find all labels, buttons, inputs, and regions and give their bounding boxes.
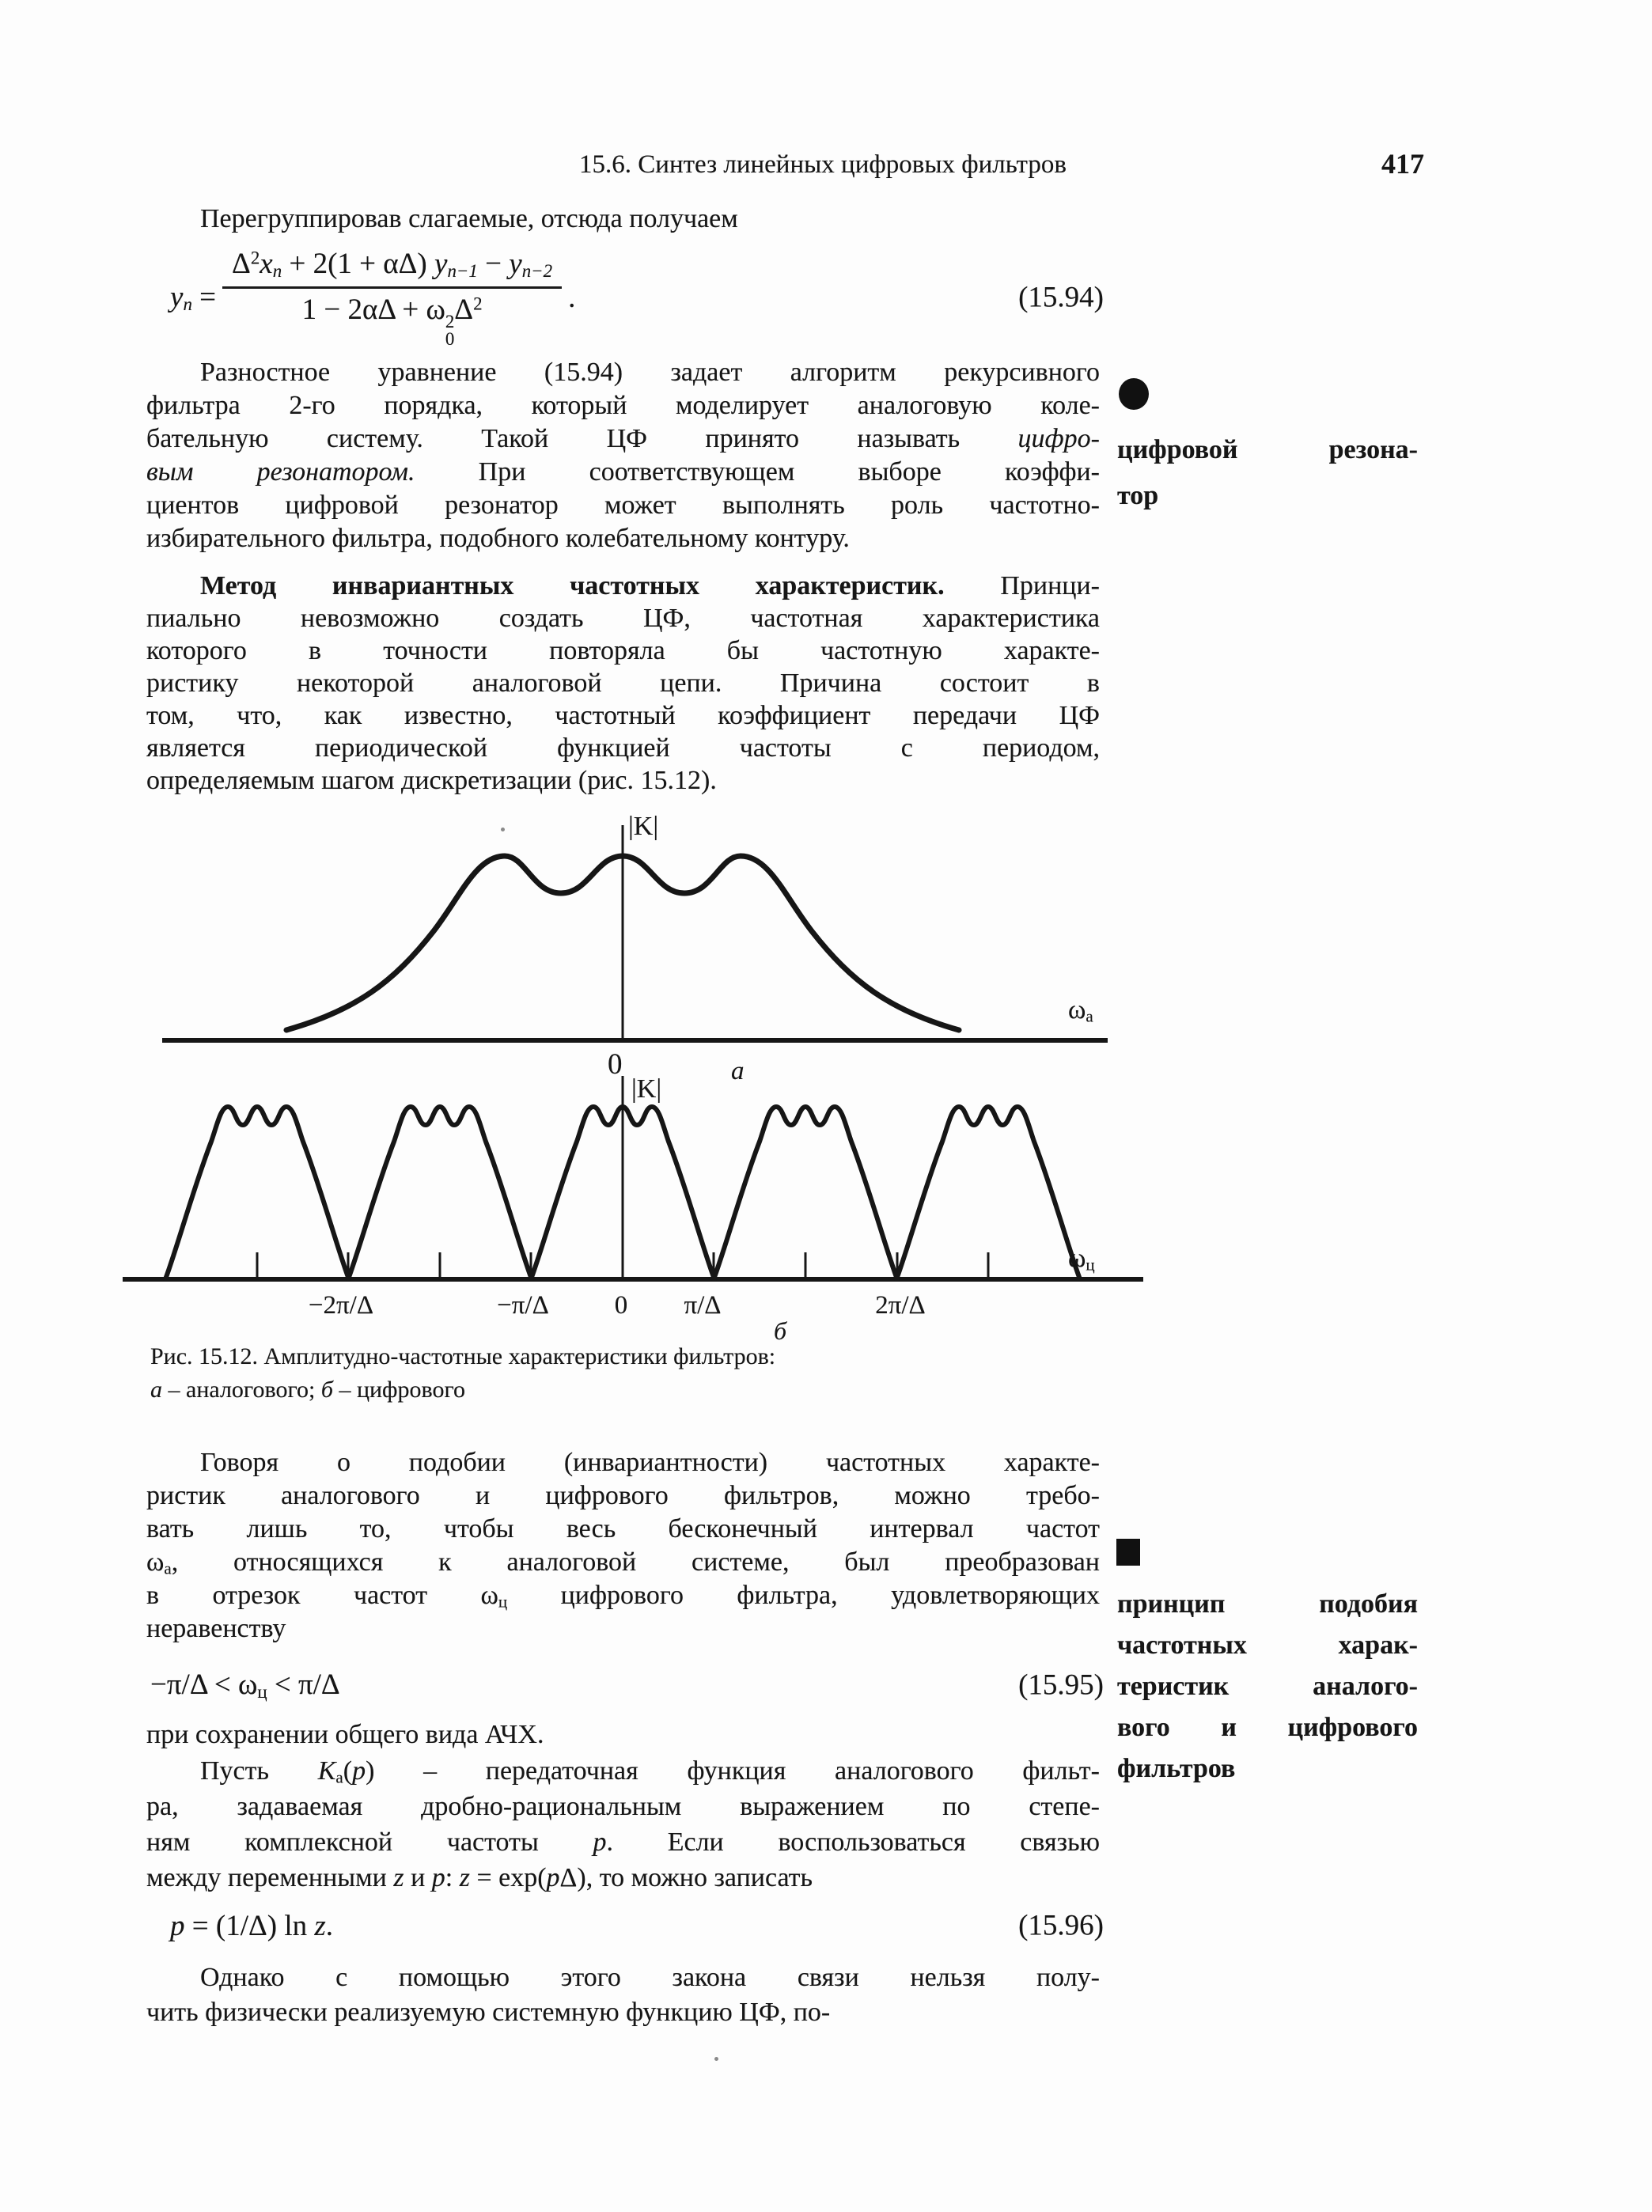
paragraph-invariant-method	[146, 570, 1100, 797]
text-line: пиально невозможно создать ЦФ, частотная характеристика	[146, 604, 1100, 633]
fraction-numerator: $\Delta^2xn + 2(1 + \alpha\Delta) yn-1 - yn-2$	[222, 247, 562, 288]
tick-label-zero: 0	[614, 1291, 628, 1320]
text-line: частотных харак-	[1117, 1631, 1418, 1660]
text-line: которого в точности повторяла бы частотную характе-	[146, 636, 1100, 665]
text-line: Метод инвариантных частотных характеристик. Принци-	[200, 571, 1100, 600]
paragraph-regroup	[146, 203, 1100, 236]
fraction-denominator: 1 − 2αΔ + ω 2 0 $\Delta^2$	[301, 293, 483, 349]
circle-bullet-icon	[1119, 378, 1149, 410]
formula-15-94	[170, 248, 1104, 349]
inequality-body: −π/Δ < ωц < π/Δ	[150, 1668, 340, 1703]
formula-period: .	[568, 281, 576, 314]
caption-title: Рис. 15.12. Амплитудно-частотные характеристики фильтров:	[150, 1343, 776, 1369]
text-line: при сохранении общего вида АЧХ.	[146, 1720, 544, 1749]
square-bullet-icon	[1116, 1539, 1140, 1566]
tick-label-2pi: 2π/Δ	[875, 1291, 926, 1320]
text-line: вого и цифрового	[1117, 1713, 1418, 1742]
text-line: Говоря о подобии (инвариантности) частотных характе-	[200, 1448, 1100, 1477]
page-number: 417	[1381, 148, 1424, 180]
text-line: Пусть Kа(p) – передаточная функция аналогового фильт-	[200, 1756, 1100, 1787]
text-line: бательную систему. Такой ЦФ принято называть цифро-	[146, 424, 1100, 453]
paragraph-however	[146, 1960, 1100, 2030]
text-line: теристик аналого-	[1117, 1672, 1418, 1701]
digital-afc-chart	[123, 1076, 1143, 1279]
scan-speck	[501, 828, 505, 831]
running-header: 15.6. Синтез линейных цифровых фильтров	[579, 150, 1067, 179]
paragraph-achh	[146, 1718, 1100, 1752]
text-line: ристик аналогового и цифрового фильтров, можно требо-	[146, 1481, 1100, 1510]
analog-afc-chart	[162, 825, 1108, 1040]
paragraph-transfer-function	[146, 1753, 1100, 1896]
formula-15-96	[170, 1905, 1104, 1946]
fraction	[222, 247, 562, 347]
text-line: чить физически реализуемую системную функцию ЦФ, по-	[146, 1998, 831, 2027]
digital-x-axis-label: ωц	[1068, 1244, 1095, 1275]
text-line: ристику некоторой аналоговой цепи. Причина состоит в	[146, 669, 1100, 698]
equation-number-15-96: (15.96)	[1018, 1909, 1104, 1942]
equation-number-15-94: (15.94)	[1018, 281, 1104, 314]
caption-panels: а – аналогового; б – цифрового	[150, 1377, 466, 1403]
text-line: избирательного фильтра, подобного колебательному контуру.	[146, 524, 850, 553]
margin-note-digital-resonator	[1117, 427, 1418, 519]
paragraph-similarity	[146, 1446, 1100, 1646]
text-line: определяемым шагом дискретизации (рис. 15.12).	[146, 766, 717, 795]
equation-number-15-95: (15.95)	[1018, 1668, 1104, 1702]
text-line: Перегруппировав слагаемые, отсюда получаем	[200, 204, 738, 233]
text-line: циентов цифровой резонатор может выполнять роль частотно-	[146, 491, 1100, 520]
margin-note-similarity-principle	[1117, 1584, 1418, 1790]
tick-label-minus-pi: −π/Δ	[497, 1291, 549, 1320]
text-line: тор	[1117, 481, 1159, 510]
text-line: принцип подобия	[1117, 1589, 1418, 1619]
text-line: является периодической функцией частоты с периодом,	[146, 733, 1100, 763]
text-line: цифровой резона-	[1117, 435, 1418, 464]
tick-label-pi: π/Δ	[684, 1291, 722, 1320]
tick-label-minus-2pi: −2π/Δ	[308, 1291, 374, 1320]
text-line: Разностное уравнение (15.94) задает алгоритм рекурсивного	[200, 358, 1100, 387]
digital-y-axis-label: |K|	[631, 1074, 662, 1104]
panel-a-label: а	[731, 1057, 745, 1085]
text-line: вым резонатором. При соответствующем выборе коэффи-	[146, 457, 1100, 487]
log-relation-body: p = (1/Δ) ln z.	[170, 1909, 334, 1942]
text-line: том, что, как известно, частотный коэффициент передачи ЦФ	[146, 701, 1100, 730]
panel-b-label: б	[774, 1316, 787, 1345]
text-line: Однако с помощью этого закона связи нельзя полу-	[200, 1963, 1100, 1992]
analog-origin-label: 0	[608, 1048, 623, 1081]
text-line: ра, задаваемая дробно-рациональным выражением по степе-	[146, 1792, 1100, 1821]
text-line: фильтров	[1117, 1754, 1236, 1783]
text-line: неравенству	[146, 1614, 286, 1643]
text-line: фильтра 2-го порядка, который моделирует аналоговую коле-	[146, 391, 1100, 420]
text-line: в отрезок частот ωц цифрового фильтра, удовлетворяющих	[146, 1581, 1100, 1612]
text-line: ням комплексной частоты p. Если воспользоваться связью	[146, 1828, 1100, 1857]
text-line: вать лишь то, чтобы весь бесконечный интервал частот	[146, 1514, 1100, 1543]
analog-x-axis-label: ωа	[1068, 995, 1093, 1026]
figure-caption	[150, 1340, 1021, 1407]
scan-speck	[714, 2057, 718, 2061]
analog-y-axis-label: |K|	[628, 812, 659, 841]
formula-15-95	[150, 1665, 1104, 1706]
text-line: ωа, относящихся к аналоговой системе, был преобразован	[146, 1547, 1100, 1578]
formula-lhs: yn =	[170, 280, 217, 315]
text-line: между переменными z и p: z = exp(pΔ), то можно записать	[146, 1863, 813, 1892]
paragraph-difference-equation	[146, 356, 1100, 555]
